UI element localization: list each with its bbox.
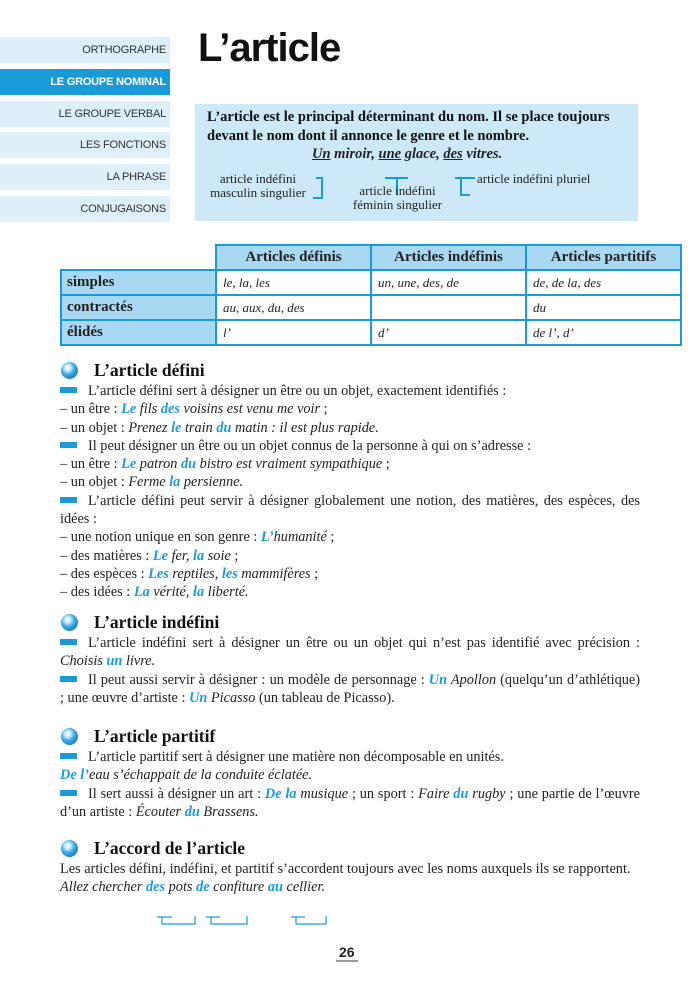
sidebar-tab-conjugaisons[interactable]: CONJUGAISONS — [0, 196, 170, 222]
table-cell: d’ — [371, 320, 526, 345]
paragraph — [60, 565, 640, 583]
bracket — [460, 194, 470, 196]
column-header: Articles indéfinis — [371, 245, 526, 270]
paragraph — [60, 766, 640, 784]
text-run: train — [181, 419, 217, 436]
text-run: – des idées : — [60, 584, 134, 601]
articles-table — [60, 244, 682, 346]
highlighted-article: De l’ — [60, 767, 89, 784]
highlighted-article: la — [193, 547, 205, 564]
highlighted-article: des — [146, 879, 166, 896]
text-run: Il peut aussi servir à désigner : un modèle de personnage : — [88, 671, 429, 688]
paragraph — [60, 528, 640, 546]
sidebar-tab-le-groupe-verbal[interactable]: LE GROUPE VERBAL — [0, 101, 170, 127]
table-cell — [371, 295, 526, 320]
section-heading — [60, 725, 640, 747]
example-text: glace, — [401, 146, 444, 162]
paragraph-marker-icon — [60, 639, 77, 645]
text-run: Apollon — [447, 671, 497, 688]
highlighted-article: les — [221, 565, 238, 582]
text-run: – un être : — [60, 401, 122, 418]
definition-box — [195, 104, 638, 221]
text-run: Écouter — [135, 803, 185, 820]
bullet-ball-icon — [61, 362, 78, 379]
table-cell: le, la, les — [216, 270, 371, 295]
section-title: L’accord de l’article — [94, 837, 245, 858]
annotation-masculin: article indéfini masculin singulier — [210, 171, 306, 200]
sidebar-tab-les-fonctions[interactable]: LES FONCTIONS — [0, 132, 170, 158]
text-run: Picasso — [207, 689, 256, 706]
text-run: liberté. — [204, 584, 249, 601]
text-run: ; — [326, 529, 335, 546]
text-run: L’article partitif sert à désigner une matière non décomposable en unités. — [88, 749, 504, 765]
sidebar-tab-le-groupe-nominal[interactable]: LE GROUPE NOMINAL — [0, 69, 170, 95]
text-run: – des espèces : — [60, 565, 149, 582]
table-header-row — [61, 245, 681, 270]
paragraph — [60, 400, 640, 418]
section-1 — [60, 359, 640, 602]
example-word: une — [378, 146, 402, 162]
example-word: des — [443, 146, 463, 162]
highlighted-article: Un — [428, 671, 448, 688]
paragraph-marker-icon — [60, 753, 77, 759]
paragraph — [60, 437, 640, 455]
bracket-au-cellier — [291, 916, 326, 924]
paragraph — [60, 583, 640, 601]
highlighted-article: du — [216, 419, 232, 436]
text-run: (un tableau de Picasso). — [255, 689, 395, 706]
text-run: vérité, — [149, 584, 194, 601]
table-corner — [61, 245, 216, 270]
annotation-feminin: article indéfini féminin singulier — [352, 183, 443, 212]
section-heading — [60, 359, 640, 381]
section-4 — [60, 837, 640, 897]
text-run: voisins est venu me voir — [179, 401, 321, 418]
paragraph-marker-icon — [60, 790, 77, 796]
highlighted-article: de — [196, 879, 210, 896]
bracket-des-pots — [157, 916, 195, 924]
highlighted-article: au — [267, 879, 283, 896]
highlighted-article: Le — [121, 456, 137, 473]
text-run: ; — [320, 401, 328, 418]
table-row — [61, 320, 681, 345]
section-title: L’article indéfini — [94, 611, 220, 632]
text-run: fils — [136, 401, 161, 418]
sidebar-tab-orthographe[interactable]: ORTHOGRAPHE — [0, 37, 170, 63]
paragraph — [60, 455, 640, 473]
highlighted-article: des — [160, 401, 180, 418]
text-run: Prenez — [128, 419, 172, 436]
column-header: Articles partitifs — [526, 245, 681, 270]
text-run: Faire — [418, 785, 454, 802]
highlighted-article: du — [184, 803, 200, 820]
highlighted-article: le — [171, 419, 182, 436]
table-cell: de, de la, des — [526, 270, 681, 295]
paragraph — [60, 878, 640, 896]
table-row — [61, 270, 681, 295]
text-run: Il peut désigner un être ou un objet connus de la personne à qui on s’adresse : — [88, 437, 532, 454]
highlighted-article: La — [133, 584, 150, 601]
text-run: ; un sport : — [348, 785, 419, 802]
section-heading — [60, 837, 640, 859]
paragraph-marker-icon — [60, 676, 77, 682]
text-run: bistro est vraiment sympathique — [196, 456, 383, 473]
text-run: fer, — [168, 547, 194, 564]
highlighted-article: De la — [264, 785, 297, 802]
text-run: confiture — [209, 879, 268, 896]
table-row — [61, 295, 681, 320]
bullet-ball-icon — [61, 728, 78, 745]
definition-example — [312, 146, 502, 163]
highlighted-article: un — [106, 653, 123, 670]
example-text: vitres. — [462, 146, 503, 162]
text-run: Allez chercher — [60, 879, 147, 896]
paragraph-marker-icon — [60, 497, 77, 503]
table-cell: du — [526, 295, 681, 320]
highlighted-article: Un — [189, 689, 208, 706]
text-run: cellier. — [282, 879, 326, 896]
sidebar-tab-la-phrase[interactable]: LA PHRASE — [0, 164, 170, 190]
text-run: L’article défini peut servir à désigner globalement une notion, des matières, des espèces, des idées : — [60, 492, 640, 528]
text-run: ; — [310, 565, 319, 582]
text-run: patron — [136, 456, 181, 473]
bracket — [321, 177, 323, 199]
bracket-de-confiture — [206, 916, 247, 924]
text-run: (quelqu’un d’athlétique) ; une œuvre d’artiste : — [60, 671, 640, 706]
text-run: – un objet : — [60, 419, 129, 436]
highlighted-article: la — [193, 584, 205, 601]
section-2 — [60, 611, 640, 707]
highlighted-article: Le — [152, 547, 168, 564]
paragraph — [60, 785, 640, 822]
table-cell: de l’, d’ — [526, 320, 681, 345]
text-run: livre. — [122, 653, 156, 670]
text-run: ; — [382, 456, 390, 473]
text-run: ; une partie de l’œuvre d’un artiste : — [60, 785, 640, 820]
highlighted-article: Le — [121, 401, 137, 418]
section-title: L’article défini — [94, 359, 205, 380]
text-run: pots — [165, 879, 197, 896]
text-run: – un objet : — [60, 474, 129, 491]
text-run: – une notion unique en son genre : — [60, 529, 261, 546]
text-run: Les articles défini, indéfini, et partitif s’accordent toujours avec les noms auxquels ils se rapportent. — [60, 861, 631, 877]
text-run: matin : il est plus rapide. — [231, 419, 379, 436]
paragraph — [60, 671, 640, 708]
text-run: humanité — [273, 529, 327, 546]
text-run: – des matières : — [60, 547, 153, 564]
paragraph — [60, 492, 640, 529]
text-run: Il sert aussi à désigner un art : — [88, 785, 265, 802]
text-run: Ferme — [128, 474, 170, 491]
page-number: 26 — [336, 944, 358, 962]
paragraph — [60, 547, 640, 565]
paragraph — [60, 473, 640, 491]
section-3 — [60, 725, 640, 821]
text-run: eau s’échappait de la conduite éclatée. — [88, 767, 313, 784]
paragraph — [60, 748, 640, 766]
bullet-ball-icon — [61, 614, 78, 631]
bracket — [455, 177, 475, 179]
table-cell: au, aux, du, des — [216, 295, 371, 320]
paragraph — [60, 382, 640, 400]
paragraph — [60, 860, 640, 878]
text-run: soie — [204, 547, 231, 564]
highlighted-article: du — [453, 785, 469, 802]
page-title: L’article — [198, 26, 341, 70]
text-run: persienne. — [180, 474, 244, 491]
paragraph — [60, 634, 640, 671]
row-label: élidés — [61, 320, 216, 345]
annotation-pluriel: article indéfini pluriel — [477, 171, 591, 186]
section-heading — [60, 611, 640, 633]
highlighted-article: Les — [148, 565, 169, 582]
text-run: musique — [296, 785, 349, 802]
table-cell: l’ — [216, 320, 371, 345]
paragraph — [60, 419, 640, 437]
agreement-brackets — [150, 916, 350, 928]
text-run: rugby — [468, 785, 506, 802]
example-text: miroir, — [330, 146, 379, 162]
text-run: mammifères — [237, 565, 311, 582]
text-run: ; — [230, 547, 239, 564]
example-word: Un — [312, 146, 331, 162]
highlighted-article: du — [180, 456, 197, 473]
row-label: simples — [61, 270, 216, 295]
text-run: Brassens. — [199, 803, 259, 820]
text-run: reptiles, — [168, 565, 222, 582]
text-run: Choisis — [60, 653, 107, 670]
text-run: L’article défini sert à désigner un être ou un objet, exactement identifiés : — [88, 383, 507, 399]
section-title: L’article partitif — [94, 725, 216, 746]
highlighted-article: L’ — [260, 529, 274, 546]
table-cell: un, une, des, de — [371, 270, 526, 295]
row-label: contractés — [61, 295, 216, 320]
definition-text: L’article est le principal déterminant du nom. Il se place toujours devant le nom dont il annonce le genre et le nombre. — [207, 109, 610, 144]
bracket — [313, 197, 322, 199]
highlighted-article: la — [169, 474, 181, 491]
text-run: L’article indéfini sert à désigner un être ou un objet qui n’est pas identifié avec précision : — [88, 635, 640, 651]
bullet-ball-icon — [61, 840, 78, 857]
text-run: – un être : — [60, 456, 122, 473]
column-header: Articles définis — [216, 245, 371, 270]
paragraph-marker-icon — [60, 442, 77, 448]
paragraph-marker-icon — [60, 387, 77, 393]
